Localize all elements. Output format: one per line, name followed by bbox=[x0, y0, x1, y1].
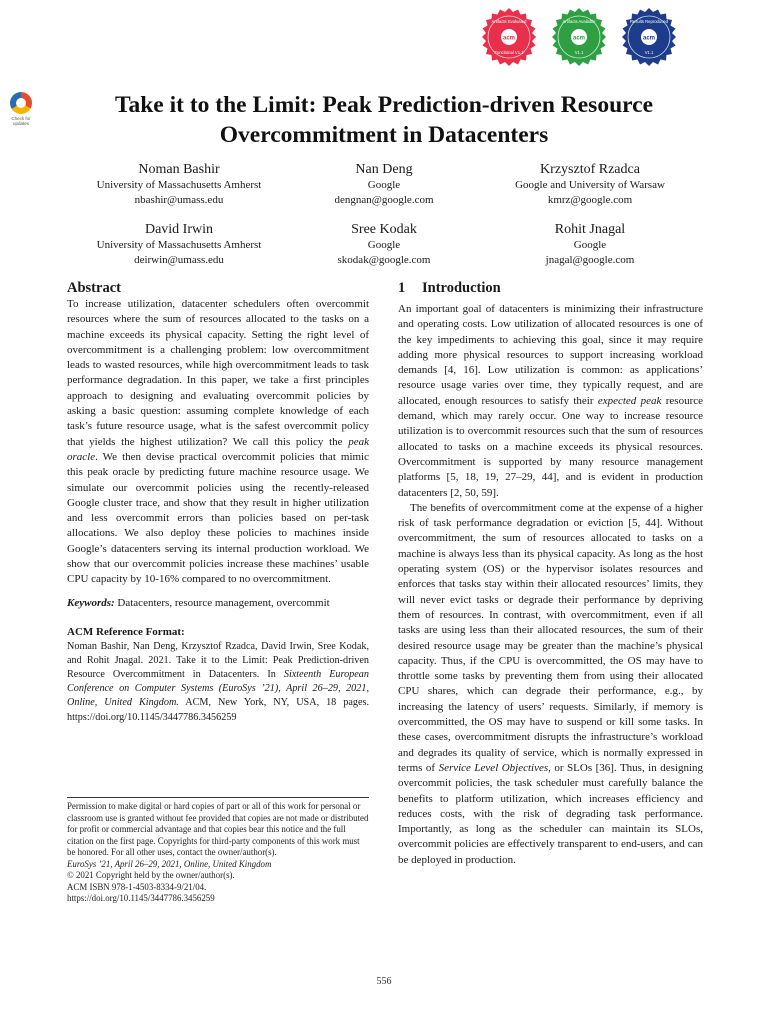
paper-title-line-1: Take it to the Limit: Peak Prediction-driven Resource bbox=[114, 92, 654, 118]
abstract-text-continued: . We then devise practical overcommit policies that mimic this peak oracle by predicting future machine resource usage. We simulate our overcommit policies using the recently-released Google cluster trace, and show that they result in higher utilization and less overcommit errors than policies based on per-task allocations. We also deploy these policies to machines inside Google’s datacenters serving its internal production workload. We show that our overcommit policies increase these machines’ usable CPU capacity by 10-16% compared to no overcommitment. bbox=[67, 450, 369, 586]
badge-name-text: Results Reproduced bbox=[630, 19, 668, 24]
permission-notice bbox=[67, 797, 369, 905]
author-email[interactable]: nbashir@umass.edu bbox=[134, 194, 224, 206]
badge-center-text: acm bbox=[502, 35, 516, 42]
badge-center-text: acm bbox=[572, 35, 586, 42]
author-affiliation: Google bbox=[367, 239, 401, 251]
permission-text: Permission to make digital or hard copies of part or all of this work for personal or classroom use is granted without fee provided that copies are not made or distributed for profit or commercial advantage and that copies bear this notice and the full citation on the first page. Copyrights for third-party components of this work must be honored. For all other uses, contact the owner/author(s). bbox=[67, 801, 369, 857]
left-column bbox=[67, 279, 369, 725]
acm-reference-text-continued: ACM, New York, NY, USA, 18 pages. https://doi.org/10.1145/3447786.3456259 bbox=[67, 697, 369, 723]
intro-p1-text-continued: resource demand, which may rarely occur. One way to increase resource utilization is to overcommit resources such that the sum of resources allocated to tasks on a machine exceeds its physical resources. Overcommitment is supported by many resource management platforms [5, 18, 19, 27–29, 44], and is evident in production datacenters [2, 50, 59]. bbox=[398, 394, 703, 499]
check-for-updates-icon bbox=[10, 92, 32, 114]
badge-sub-text: V1.1 bbox=[644, 50, 654, 55]
author-email[interactable]: deirwin@umass.edu bbox=[134, 254, 224, 266]
author-affiliation: Google bbox=[367, 179, 401, 191]
author-block bbox=[269, 162, 499, 208]
badge-name-text: Artifacts Available bbox=[562, 19, 596, 24]
intro-paragraph-2 bbox=[398, 501, 703, 868]
badge-center-text: acm bbox=[642, 35, 656, 42]
author-affiliation: Google bbox=[573, 239, 607, 251]
author-name: Rohit Jnagal bbox=[554, 222, 626, 237]
artifacts-evaluated-badge-icon bbox=[478, 6, 540, 68]
badge-sub-text: Functional V1.1 bbox=[494, 50, 524, 55]
author-block bbox=[475, 222, 705, 268]
artifacts-available-badge bbox=[548, 6, 610, 68]
keywords bbox=[67, 596, 369, 611]
author-block bbox=[475, 162, 705, 208]
author-name: Nan Deng bbox=[355, 162, 413, 177]
intro-paragraph-1 bbox=[398, 302, 703, 501]
author-block bbox=[64, 222, 294, 268]
author-block bbox=[64, 162, 294, 208]
author-email[interactable]: kmrz@google.com bbox=[547, 194, 633, 206]
paper-title bbox=[40, 90, 728, 150]
abstract-text: To increase utilization, datacenter schedulers often overcommit resources where the sum of resources allocated to the tasks on a machine exceeds its physical capacity. Setting the right level of overcommitment is a challenging problem: low overcommitment leads to wasted resources, while high overcommitment leads to task performance degradation. In this paper, we take a first principles approach to designing and evaluating overcommit policies by asking a basic question: assuming complete knowledge of each task’s future resource usage, what is the safest overcommit policy that yields the highest utilization? We call this policy the bbox=[67, 298, 369, 448]
artifacts-evaluated-badge bbox=[478, 6, 540, 68]
author-affiliation: University of Massachusetts Amherst bbox=[96, 239, 262, 251]
intro-p2-text: The benefits of overcommitment come at the expense of a higher risk of task performance degradation or eviction [5, 44]. Without overcommitment, the sum of resources allocated to tasks on a machine is always less than its physical capacity. As long as the host operating system (OS) or the hypervisor isolates resources and enforces that tasks stay within their allocated resources’ limits, they will never evict tasks or degrade their performance by depriving them of resources. In contrast, with overcommitment, even if all tasks are using less than their allocated resources, the sum of their desired resource usage may be greater than the machine’s physical capacity. Thus, if the CPU is overcommitted, the OS may have to throttle some tasks by preventing them from using their allocated CPU shares, which can degrade their performance, e.g., by increasing the latency of users’ requests. Similarly, if memory is overcommitted, the OS may have to suspend or kill some tasks. In these cases, overcommitment disrupts the infrastructure’s workload and degrades its quality of service, which is normally expressed in terms of bbox=[398, 501, 703, 774]
author-name: Krzysztof Rzadca bbox=[540, 162, 640, 177]
author-email[interactable]: dengnan@google.com bbox=[334, 194, 434, 206]
acm-reference-venue: Sixteenth European Conference on Computer Systems (EuroSys ’21), April 26–29, 2021, Online, United Kingdom. bbox=[67, 669, 369, 709]
author-name: Noman Bashir bbox=[138, 162, 220, 177]
author-name: Sree Kodak bbox=[351, 222, 417, 237]
author-block bbox=[269, 222, 499, 268]
author-affiliation: University of Massachusetts Amherst bbox=[96, 179, 262, 191]
check-for-updates-label: Check for updates bbox=[11, 116, 31, 126]
introduction-heading bbox=[398, 279, 703, 297]
intro-p1-text: An important goal of datacenters is minimizing their infrastructure and operating costs. Low utilization of allocated resources is one of the key impediments to achieving this goal, since it may require adding more physical resources to support increasing workload demands [4, 16]. Low utilization is common: as applications’ resource usage varies over time, they typically request, and are allocated, enough resources to satisfy their bbox=[398, 303, 703, 407]
permission-copyright: © 2021 Copyright held by the owner/author(s). bbox=[67, 870, 235, 880]
badge-sub-text: V1.1 bbox=[574, 50, 584, 55]
acm-reference-text: Noman Bashir, Nan Deng, Krzysztof Rzadca, David Irwin, Sree Kodak, and Rohit Jnagal. 2021. Take it to the Limit: Peak Prediction-driven Resource Overcommitment in Datacenters. In bbox=[67, 640, 369, 681]
acm-reference-heading: ACM Reference Format: bbox=[67, 625, 185, 638]
section-title: Introduction bbox=[422, 280, 501, 296]
author-name: David Irwin bbox=[144, 222, 214, 237]
check-for-updates[interactable] bbox=[8, 92, 34, 126]
permission-isbn: ACM ISBN 978-1-4503-8334-9/21/04. bbox=[67, 881, 207, 892]
right-column bbox=[398, 279, 703, 868]
page-number: 556 bbox=[376, 976, 392, 987]
paper-title-line-2: Overcommitment in Datacenters bbox=[219, 122, 549, 148]
results-reproduced-badge bbox=[618, 6, 680, 68]
results-reproduced-badge-icon bbox=[618, 6, 680, 68]
badge-name-text: Artifacts Evaluated bbox=[491, 19, 527, 24]
keywords-label: Keywords: bbox=[67, 596, 115, 609]
intro-p1-italic: expected peak bbox=[597, 394, 662, 407]
abstract-italic-text: peak oracle bbox=[67, 435, 369, 463]
keywords-text: Datacenters, resource management, overcommit bbox=[114, 596, 330, 609]
artifacts-available-badge-icon bbox=[548, 6, 610, 68]
author-affiliation: Google and University of Warsaw bbox=[515, 179, 665, 191]
abstract-body bbox=[67, 297, 369, 588]
acm-reference bbox=[67, 640, 369, 725]
abstract-heading: Abstract bbox=[67, 280, 121, 296]
intro-p2-text-continued: , or SLOs [36]. Thus, in designing overcommit policies, the task scheduler must carefully balance the benefits to platform utilization, which increases efficiency and reduces costs, with the risk of degrading task performance. Importantly, as long as the scheduler can maintain its SLOs, overcommit policies are effectively transparent to end-users, and can be deployed in production. bbox=[398, 761, 703, 866]
permission-doi[interactable]: https://doi.org/10.1145/3447786.3456259 bbox=[67, 893, 215, 903]
section-number: 1 bbox=[398, 280, 406, 296]
permission-conference: EuroSys ’21, April 26–29, 2021, Online, United Kingdom bbox=[67, 858, 272, 869]
author-email[interactable]: jnagal@google.com bbox=[545, 254, 635, 266]
intro-p2-italic: Service Level Objectives bbox=[438, 761, 549, 774]
author-email[interactable]: skodak@google.com bbox=[337, 254, 431, 266]
